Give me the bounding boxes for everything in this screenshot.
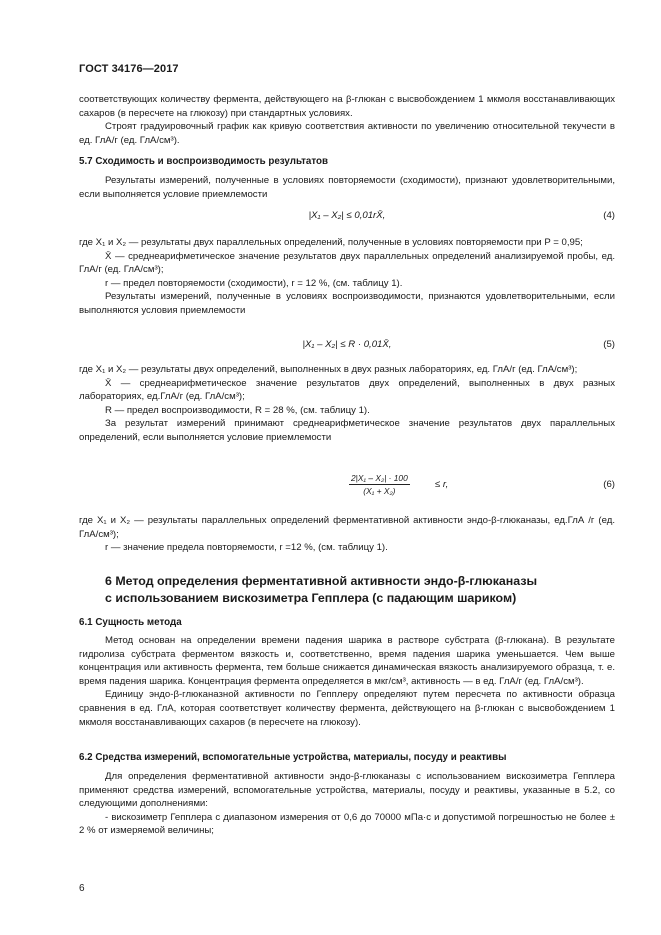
- formula-number: (6): [603, 479, 615, 490]
- formula-inequality: ≤ r,: [435, 479, 449, 490]
- section-heading-5-7: 5.7 Сходимость и воспроизводимость результатов: [79, 156, 329, 167]
- paragraph: Результаты измерений, полученные в условиях повторяемости (сходимости), признают удовлетворительными, если выполняется условие приемлемости: [79, 175, 615, 200]
- page-number: 6: [79, 883, 85, 894]
- paragraph-text: X̄ — среднеарифметическое значение результатов двух определений, выполненных в двух разных лабораториях, ед.ГлА/г (ед. ГлА/см³);: [79, 377, 615, 403]
- paragraph-text: Строят градуировочный график как кривую соответствия активности по увеличению относительной текучести в ед. ГлА/г (ед. ГлА/см³).: [79, 121, 615, 146]
- paragraph-text: соответствующих количеству фермента, действующего на β-глюкан с высвобождением 1 мкмоля восстанавливающих сахаров (в пересчете на глюкозу) при стандартных условиях.: [79, 94, 615, 119]
- paragraph-text: Результаты измерений, полученные в условиях воспроизводимости, признаются удовлетворительными, если выполняются условия приемлемости: [79, 291, 615, 316]
- paragraph-text: где X₁ и X₂ — результаты параллельных определений ферментативной активности эндо-β-глюканазы, ед.ГлА /г (ед. ГлА/см³);: [79, 515, 615, 540]
- paragraph: [79, 236, 615, 318]
- paragraph-text: где X₁ и X₂ — результаты двух параллельных определений, полученные в условиях повторяемости при P = 0,95;: [79, 237, 583, 248]
- paragraph-text: R — предел воспроизводимости, R = 28 %, (см. таблицу 1).: [105, 404, 370, 416]
- paragraph: [79, 363, 615, 445]
- paragraph-text: Метод основан на определении времени падения шарика в растворе субстрата (β-глюкана). В результате гидролиза субстрата ферментом вязкость и, соответственно, время падения шарика уменьшается. Чем выше концентрация или активность фермента, тем больше снижается динамическая вязкость анализируемого образца, т. е. время падения шарика. Концентрация фермента определяется в мкг/см³, активность — в ед. ГлА/г (ед. ГлА/см³).: [79, 635, 615, 687]
- formula-expression: |X₁ – X₂| ≤ R · 0,01X̄,: [302, 339, 392, 350]
- paragraph: [79, 770, 615, 838]
- paragraph: [79, 93, 615, 147]
- fraction-numerator: 2|X₁ – X₂| · 100: [351, 473, 408, 483]
- fraction-denominator: (X₁ + X₂): [363, 486, 396, 496]
- paragraph-text: Для определения ферментативной активности эндо-β-глюканазы с использованием вискозиметра Гепплера применяют средства измерений, вспомогательные устройства, материалы, посуду и реактивы, указанные в 5.2, со следующими дополнениями:: [79, 771, 615, 810]
- paragraph-text: - вискозиметр Гепплера с диапазоном измерения от 0,6 до 70000 мПа·с и допустимой погрешностью не более ± 2 % от измеряемой величины;: [79, 811, 615, 837]
- section-heading-6-2: 6.2 Средства измерений, вспомогательные устройства, материалы, посуду и реактивы: [79, 752, 507, 763]
- paragraph-text: За результат измерений принимают среднеарифметическое значение результатов двух параллельных определений, если выполняется условие приемлемости: [79, 418, 615, 443]
- paragraph-text: где X₁ и X₂ — результаты двух определений, выполненных в двух разных лабораториях, ед. ГлА/г (ед. ГлА/см³);: [79, 364, 578, 375]
- formula-5: [79, 339, 615, 355]
- formula-expression: |X₁ – X₂| ≤ 0,01rX̄,: [308, 210, 386, 221]
- section-heading-6-1: 6.1 Сущность метода: [79, 617, 182, 628]
- formula-number: (4): [603, 210, 615, 221]
- paragraph-text: Единицу эндо-β-глюканазной активности по Гепплеру определяют путем пересчета по активности образца сравнения в ед. ГлА, которая соответствует количеству фермента, действующего на β-глюкан с высвобождением 1 мкмоля восстанавливающих сахаров (в пересчете на глюкозу).: [79, 689, 615, 728]
- paragraph-text: X̄ — среднеарифметическое значение результатов двух параллельных определений анализируемой пробы, ед. ГлА/г (ед. ГлА/см³);: [79, 250, 615, 276]
- formula-6: [79, 473, 615, 505]
- formula-number: (5): [603, 339, 615, 350]
- heading-line: с использованием вискозиметра Гепплера (с падающим шариком): [105, 591, 517, 605]
- fraction: [349, 473, 410, 496]
- heading-line: 6 Метод определения ферментативной активности эндо-β-глюканазы: [105, 574, 538, 588]
- paragraph-text: r — значение предела повторяемости, r =12 %, (см. таблицу 1).: [105, 542, 388, 554]
- formula-4: [79, 210, 615, 226]
- paragraph: [79, 514, 615, 555]
- paragraph: [79, 634, 615, 729]
- section-heading-6: [105, 573, 625, 607]
- paragraph-text: r — предел повторяемости (сходимости), r = 12 %, (см. таблицу 1).: [105, 277, 403, 289]
- document-header: ГОСТ 34176—2017: [79, 63, 179, 75]
